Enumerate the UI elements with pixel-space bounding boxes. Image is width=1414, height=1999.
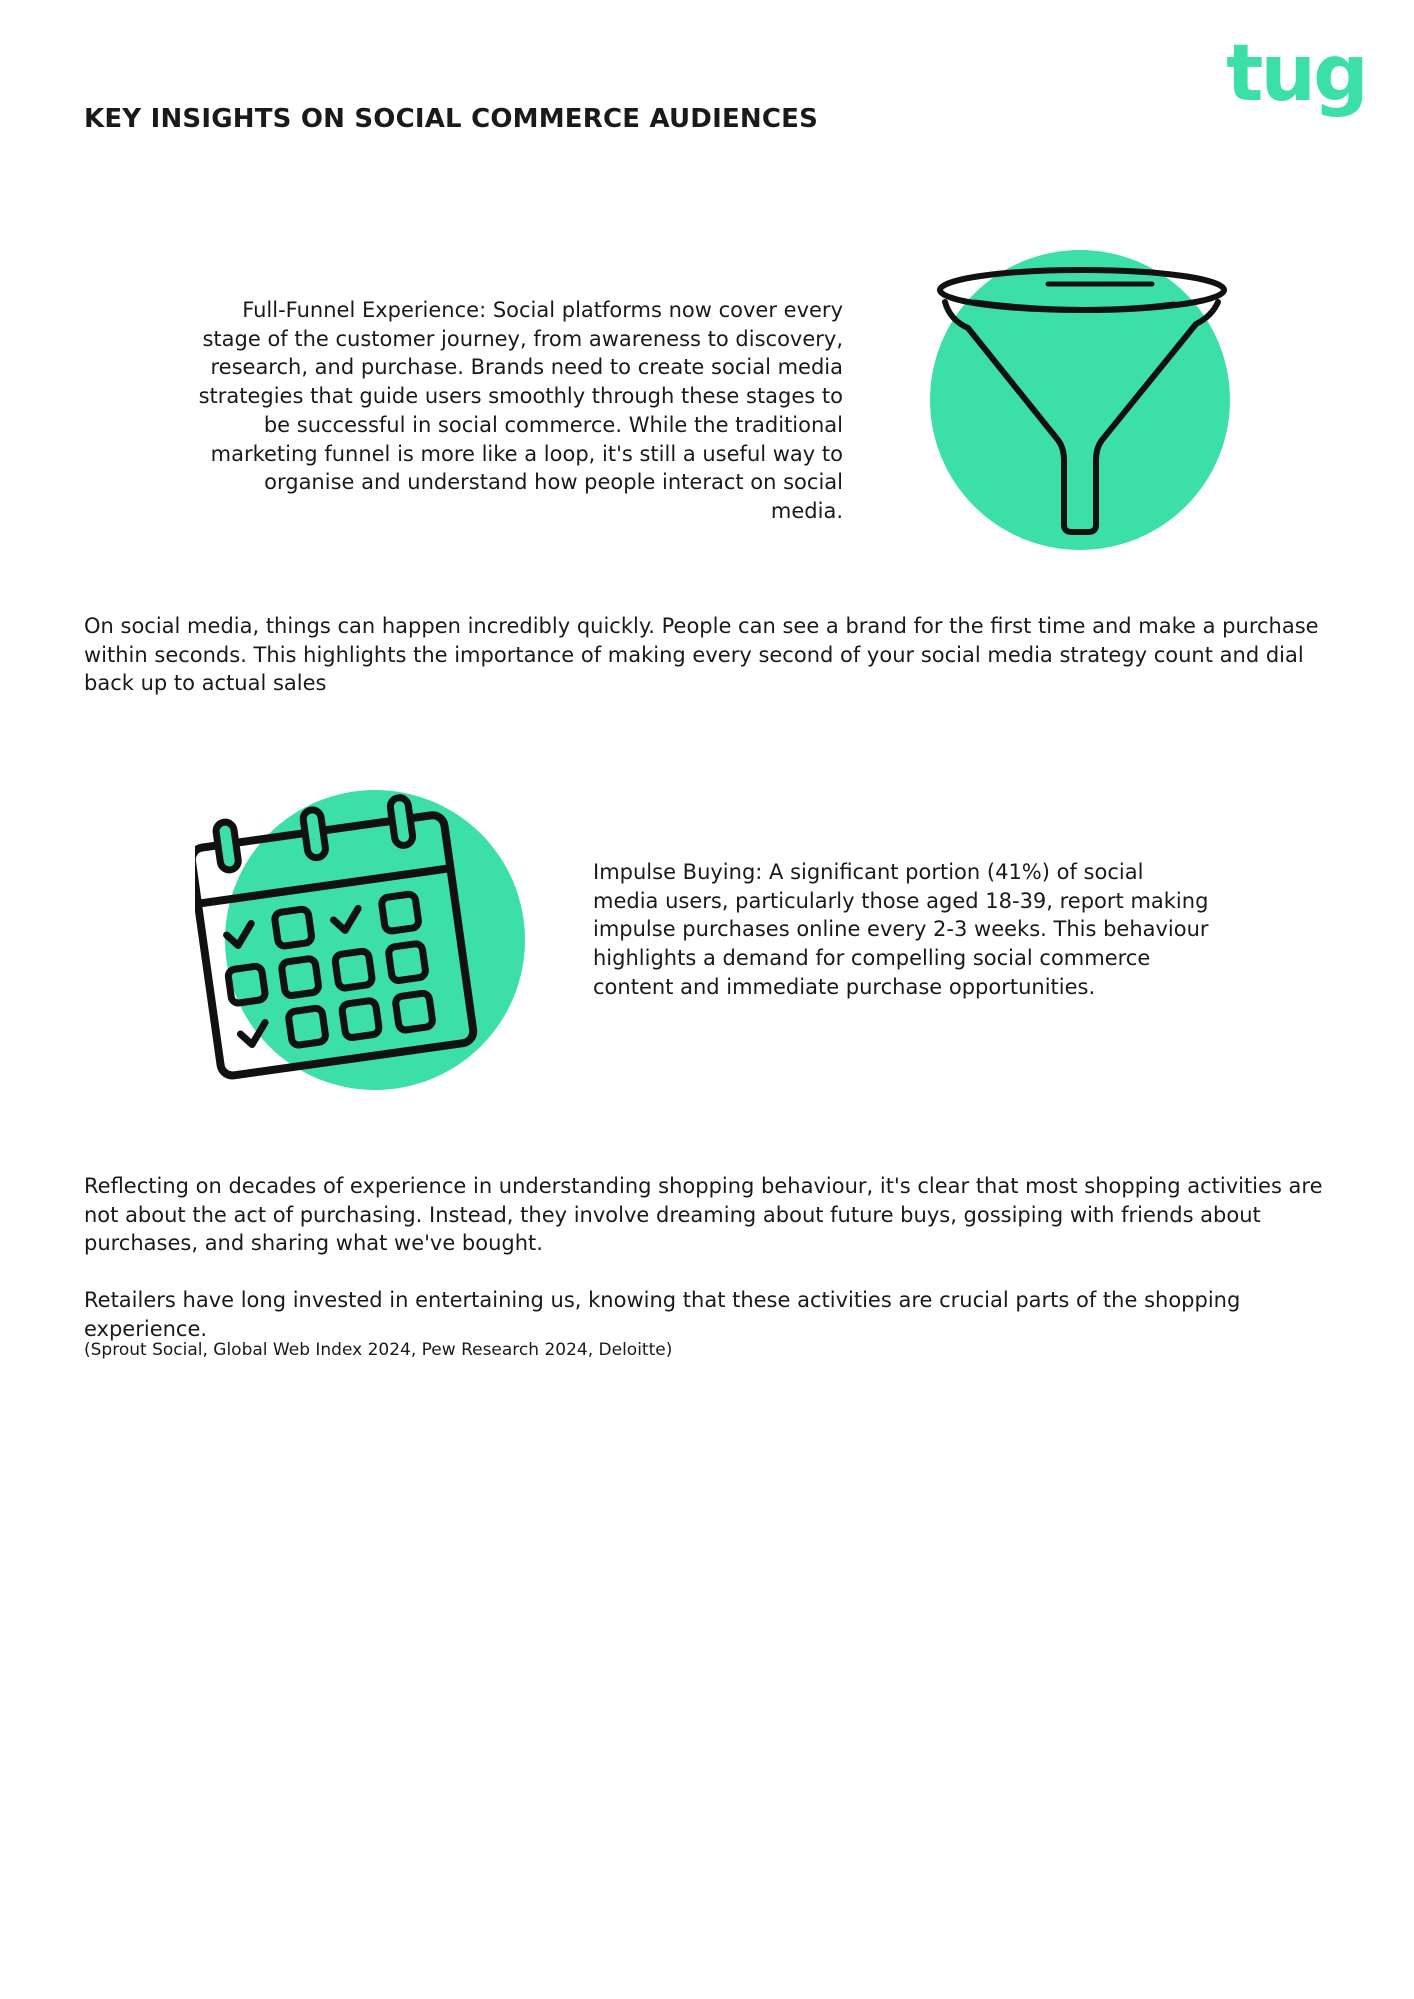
calendar-ring: [302, 809, 327, 859]
logo-text: tug: [1226, 42, 1366, 119]
reflection-paragraph: Reflecting on decades of experience in understanding shopping behaviour, it's clear that most shopping activities are not about the act of purchasing. Instead, they involve dreaming about future buys, gossiping with friends about purchases, and sharing what we've bought.: [84, 1174, 1323, 1256]
sources-citation: (Sprout Social, Global Web Index 2024, Pew Research 2024, Deloitte): [84, 1340, 673, 1360]
calendar-icon: [195, 790, 525, 1090]
speed-paragraph: On social media, things can happen incredibly quickly. People can see a brand for the first time and make a purchase within seconds. This highlights the importance of making every second of your social media strategy count and dial back up to actual sales: [84, 614, 1319, 696]
impulse-paragraph: Impulse Buying: A significant portion (41%) of social media users, particularly those aged 18-39, report making impulse purchases online every 2-3 weeks. This behaviour highlights a demand for compelling social commerce content and immediate purchase opportunities.: [593, 860, 1209, 999]
tug-logo: [1226, 42, 1366, 127]
funnel-paragraph: Full-Funnel Experience: Social platforms now cover every stage of the customer journey, from awareness to discovery, research, and purchase. Brands need to create social media strategies that guide users smoothly through these stages to be successful in social commerce. While the traditional marketing funnel is more like a loop, it's still a useful way to organise and understand how people interact on social media.: [198, 298, 843, 523]
page-title: KEY INSIGHTS ON SOCIAL COMMERCE AUDIENCES: [84, 104, 819, 134]
funnel-background-circle: [930, 250, 1230, 550]
calendar-ring: [389, 797, 414, 847]
funnel-icon: [920, 240, 1230, 550]
retailers-paragraph: Retailers have long invested in entertaining us, knowing that these activities are crucial parts of the shopping experience.: [84, 1288, 1241, 1341]
calendar-ring: [215, 821, 240, 871]
